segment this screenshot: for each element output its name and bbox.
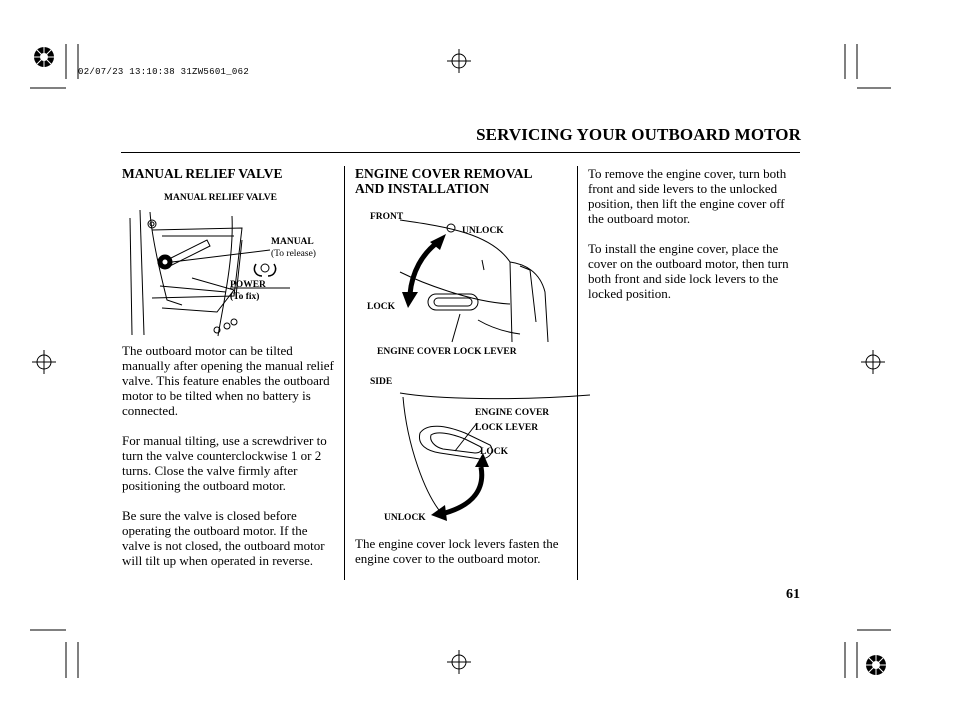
figure-label-power: POWER bbox=[230, 280, 266, 290]
engine-cover-heading-line2: AND INSTALLATION bbox=[355, 181, 490, 196]
figure-label-unlock-front: UNLOCK bbox=[462, 226, 504, 236]
figure-label-side: SIDE bbox=[370, 377, 393, 387]
side-lock-lever-illustration bbox=[395, 385, 595, 525]
figure-label-to-fix: (To fix) bbox=[230, 292, 260, 302]
col3-text bbox=[588, 166, 803, 316]
col2-paragraph: The engine cover lock levers fasten the engine cover to the outboard motor. bbox=[355, 536, 559, 566]
front-lock-lever-illustration bbox=[360, 212, 560, 352]
print-stamp: 02/07/23 13:10:38 31ZW5601_062 bbox=[78, 67, 250, 77]
col1-paragraph: The outboard motor can be tilted manually after opening the manual relief valve. This feature enables the outboard motor to be tilted when no battery is connected. bbox=[122, 343, 334, 418]
section-title: SERVICING YOUR OUTBOARD MOTOR bbox=[476, 125, 801, 144]
figure-label-lock-lever-front: ENGINE COVER LOCK LEVER bbox=[377, 347, 517, 357]
manual-relief-valve-heading: MANUAL RELIEF VALVE bbox=[122, 166, 283, 181]
manual-relief-valve-illustration bbox=[122, 200, 332, 340]
page-number: 61 bbox=[786, 587, 800, 602]
figure-label-lock-side: LOCK bbox=[480, 447, 508, 457]
header-rule bbox=[121, 152, 800, 153]
figure-label-lock-lever-side-2: LOCK LEVER bbox=[475, 423, 539, 433]
figure-label-to-release: (To release) bbox=[271, 249, 316, 259]
col1-paragraph: For manual tilting, use a screwdriver to turn the valve counterclockwise 1 or 2 turns. Close the valve firmly after positioning the outboard motor. bbox=[122, 433, 327, 493]
column-divider bbox=[344, 166, 345, 580]
figure-label-front: FRONT bbox=[370, 212, 404, 222]
figure-label-manual: MANUAL bbox=[271, 237, 314, 247]
figure-label-unlock-side: UNLOCK bbox=[384, 513, 426, 523]
col3-paragraph: To remove the engine cover, turn both front and side levers to the unlocked position, then lift the engine cover off the outboard motor. bbox=[588, 166, 787, 226]
figure-label-manual-relief-valve: MANUAL RELIEF VALVE bbox=[164, 193, 277, 203]
col2-text bbox=[355, 536, 567, 581]
engine-cover-heading-line1: ENGINE COVER REMOVAL bbox=[355, 166, 533, 181]
col1-text bbox=[122, 343, 334, 583]
figure-label-lock-lever-side-1: ENGINE COVER bbox=[475, 408, 550, 418]
col3-paragraph: To install the engine cover, place the cover on the outboard motor, then turn both front and side lock levers to the locked position. bbox=[588, 241, 789, 301]
col1-paragraph: Be sure the valve is closed before operating the outboard motor. If the valve is not closed, the outboard motor will tilt up when operated in reverse. bbox=[122, 508, 325, 568]
figure-label-lock-front: LOCK bbox=[367, 302, 395, 312]
